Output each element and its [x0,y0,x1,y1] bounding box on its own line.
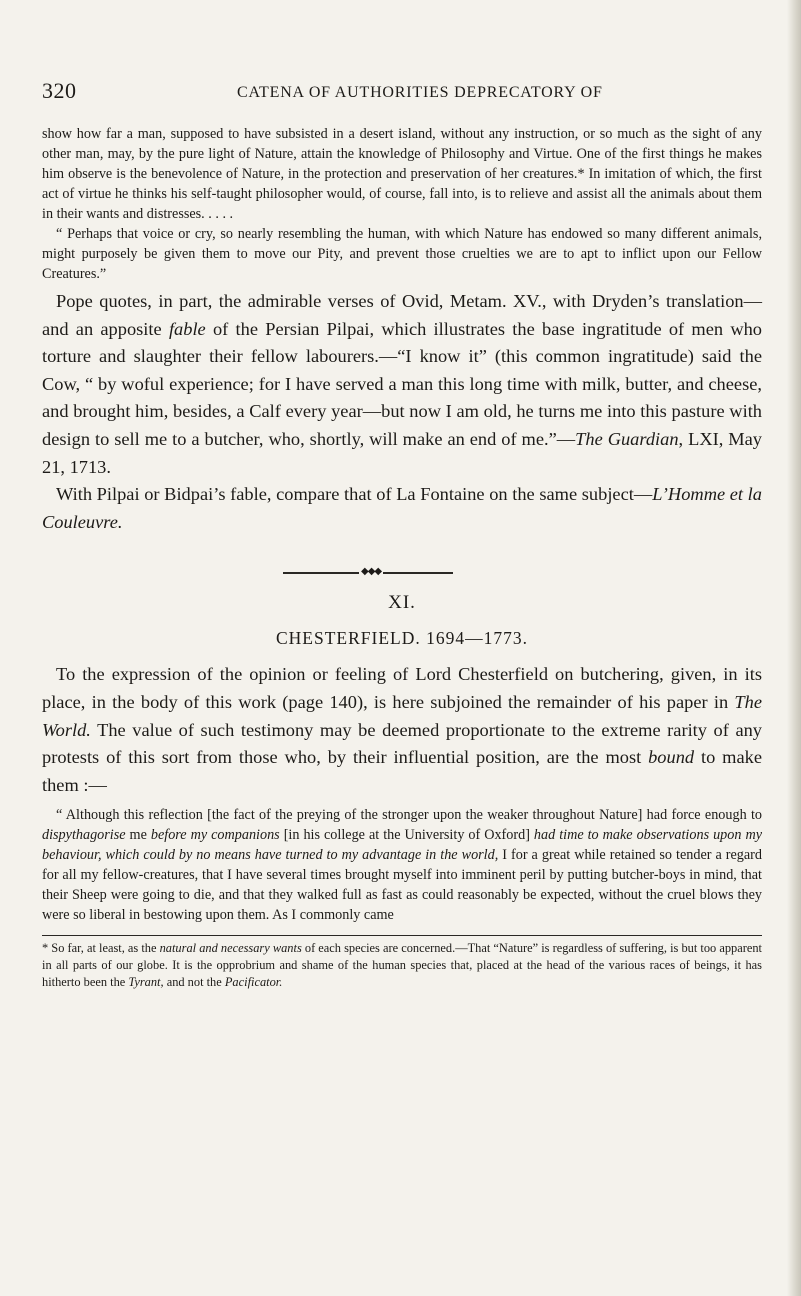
book-page [42,78,762,990]
italic-fable: fable [168,318,206,339]
running-head: CATENA OF AUTHORITIES DEPRECATORY OF [237,84,603,101]
citation-guardian: The Guardian [575,428,679,449]
body-paragraph-pope: Pope quotes, in part, the admirable verses of Ovid, Metam. XV., with Dryden’s translation—and an apposite fable of the Persian Pilpai, which illustrates the base ingratitude of men who torture and slaughter their fellow labourers.—“I know it” (this common ingratitude) said the Cow, “ by woful experience; for I have served a man this long time with milk, butter, and cheese, and brought him, besides, a Calf every year—but now I am old, he turns me into this pasture with design to sell me to a butcher, who, shortly, will make an end of me.”—The Guardian, LXI, May 21, 1713. [42,291,762,477]
section-heading: CHESTERFIELD. 1694—1773. [276,628,528,649]
section-separator [42,566,762,578]
footnote-rule [42,935,762,936]
body-paragraph-pilpai: With Pilpai or Bidpai’s fable, compare that of La Fontaine on the same subject—L’Homme et la Couleuvre. [42,484,762,532]
page-number: 320 [42,78,77,103]
italic-bound: bound [648,747,695,768]
body-paragraph-chesterfield: To the expression of the opinion or feeling of Lord Chesterfield on butchering, given, in its place, in the body of this work (page 140), is here subjoined the remainder of his paper in The World. The value of such testimony may be deemed proportionate to the extreme rarity of any protests of this sort from those who, by their influential position, are the most bound to make them :— [42,664,762,795]
italic-the-world: The World. [42,691,762,740]
quotation-paragraph-1: show how far a man, supposed to have subsisted in a desert island, without any instruction, or so much as the sight of any other man, may, by the pure light of Nature, attain the knowledge of Philosophy and Virtue. One of the first things he makes him observe is the benevolence of Nature, in the protection and preservation of her creatures.* In imitation of which, the first act of virtue he thinks his self-taught philosopher would, of course, fall into, is to relieve and assist all the animals about them in their wants and distresses. . . . . [42,126,762,222]
separator-ornament: ◆◆◆ [361,566,382,578]
quotation-paragraph-chesterfield: “ Although this reflection [the fact of the preying of the stronger upon the weaker throughout Nature] had force enough to dispythagorise me before my companions [in his college at the University of Oxford] had time to make observations upon my behaviour, which could by no means have turned to my advantage in the world, I for a great while retained so tender a regard for all my fellow-creatures, that I have several times brought myself into imminent peril by putting butcher-boys in mind, that their Sheep were going to die, and that they walked full as fast as could reasonably be expected, without the cruel blows they were so liberal in bestowing upon them. As I commonly came [42,807,762,924]
section-numeral: XI. [388,592,416,614]
page-edge-shadow [787,0,801,1296]
citation-la-fontaine: L’Homme et la Couleuvre. [42,484,762,532]
quotation-paragraph-2: “ Perhaps that voice or cry, so nearly resembling the human, with which Nature has endowed so many different animals, might purposely be given them to move our Pity, and prevent those cruelties we are to apt to inflict upon our Fellow Creatures.” [42,226,762,282]
footnote: * So far, at least, as the natural and necessary wants of each species are concerned.—That “Nature” is regardless of suffering, is but too apparent in all parts of our globe. It is the opprobrium and shame of the human species that, placed at the head of the various races of beings, it has hitherto been the Tyrant, and not the Pacificator. [42,941,762,989]
page-header [42,78,762,108]
